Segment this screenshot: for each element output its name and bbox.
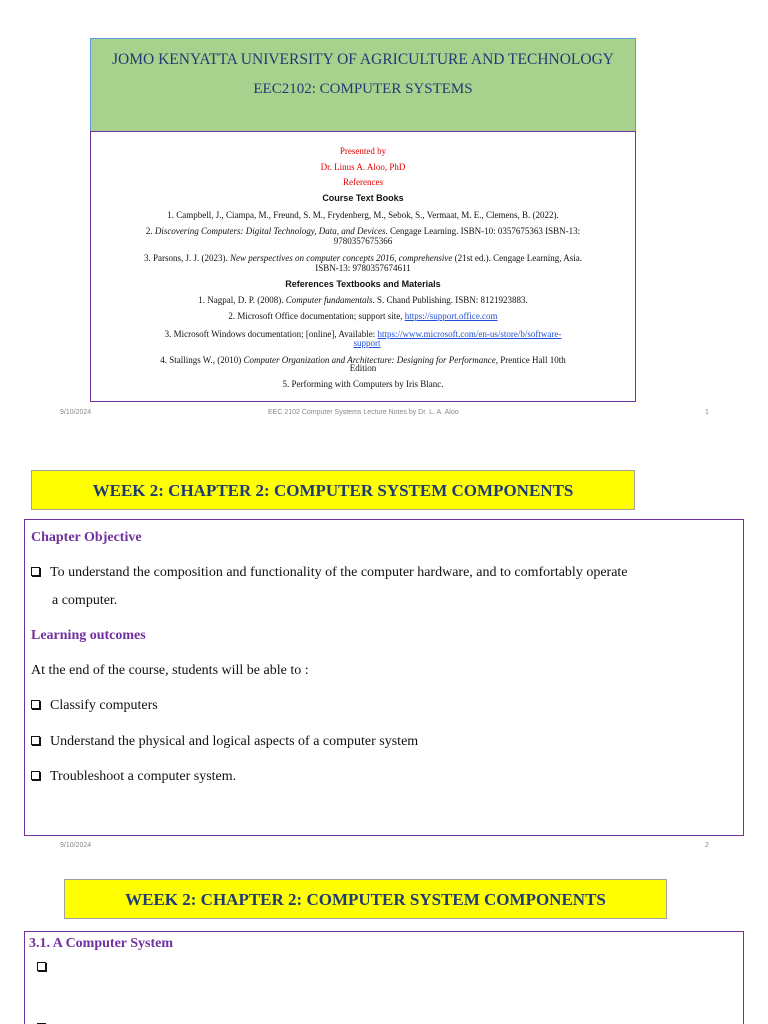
slide1-footer-title: EEC 2102 Computer Systems Lecture Notes by Dr. L. A. Aloo bbox=[268, 409, 459, 416]
title-header bbox=[90, 38, 636, 131]
slide1-footer-date: 9/10/2024 bbox=[60, 409, 92, 416]
reference-3-details: (21st ed.). Cengage Learning, Asia. bbox=[454, 253, 583, 263]
slide2-footer-page: 2 bbox=[705, 842, 709, 849]
material-1-details: . S. Chand Publishing. ISBN: 8121923883. bbox=[372, 295, 528, 305]
presented-by-label: Presented by bbox=[339, 146, 387, 156]
material-2 bbox=[91, 311, 635, 322]
windows-support-link-cont[interactable]: support bbox=[353, 338, 381, 348]
material-4-title: Computer Organization and Architecture: Designing for Performance bbox=[243, 355, 496, 365]
slide2-banner: WEEK 2: CHAPTER 2: COMPUTER SYSTEM COMPONENTS bbox=[31, 470, 635, 510]
slide2-footer-date: 9/10/2024 bbox=[60, 842, 92, 849]
outcome-item bbox=[31, 698, 737, 714]
material-1 bbox=[91, 295, 635, 306]
outcome-text: Classify computers bbox=[50, 698, 158, 713]
references-label: References bbox=[343, 177, 383, 187]
checkbox-bullet-icon bbox=[31, 736, 40, 745]
outcome-text: Understand the physical and logical aspects of a computer system bbox=[50, 734, 419, 749]
reference-3-isbn: ISBN-13: 9780357674611 bbox=[315, 263, 411, 273]
windows-support-link[interactable]: https://www.microsoft.com/en-us/store/b/software- bbox=[377, 329, 562, 339]
checkbox-bullet-icon bbox=[31, 567, 40, 576]
textbooks-materials-heading: References Textbooks and Materials bbox=[285, 279, 441, 289]
material-1-title: Computer fundamentals bbox=[285, 295, 373, 305]
slide3-banner: WEEK 2: CHAPTER 2: COMPUTER SYSTEM COMPONENTS bbox=[64, 879, 667, 919]
reference-2-details: . Cengage Learning. ISBN-10: 0357675363 ISBN-13: bbox=[385, 226, 581, 236]
slide3-content bbox=[24, 931, 744, 1024]
checkbox-bullet-icon bbox=[31, 771, 40, 780]
reference-2-title: Discovering Computers: Digital Technology, Data, and Devices bbox=[154, 226, 386, 236]
reference-3-author: 3. Parsons, J. J. (2023). bbox=[143, 253, 228, 263]
objective-line-2: a computer. bbox=[52, 593, 118, 608]
slide1-footer-page: 1 bbox=[705, 409, 709, 416]
outcome-item bbox=[31, 769, 737, 785]
university-name: JOMO KENYATTA UNIVERSITY OF AGRICULTURE AND TECHNOLOGY bbox=[112, 51, 614, 68]
reference-2-isbn: 9780357675366 bbox=[333, 236, 393, 246]
material-1-author: 1. Nagpal, D. P. (2008). bbox=[198, 295, 284, 305]
material-5: 5. Performing with Computers by Iris Blanc. bbox=[282, 379, 444, 389]
slide2-content bbox=[24, 519, 744, 836]
material-3-text: 3. Microsoft Windows documentation; [online], Available: bbox=[164, 329, 376, 339]
objective-line-1: To understand the composition and functionality of the computer hardware, and to comfortably operate bbox=[50, 565, 628, 580]
office-support-link[interactable]: https://support.office.com bbox=[404, 311, 498, 321]
empty-bullet bbox=[37, 960, 737, 976]
objective-item bbox=[31, 565, 737, 581]
reference-1: 1. Campbell, J., Ciampa, M., Freund, S. M., Frydenberg, M., Sebok, S., Vermaat, M. E., Clemens, B. (2022). bbox=[167, 210, 559, 220]
outcome-item bbox=[31, 734, 737, 750]
course-title: EEC2102: COMPUTER SYSTEMS bbox=[253, 81, 473, 97]
outcome-text: Troubleshoot a computer system. bbox=[50, 769, 237, 784]
reference-2-number: 2. bbox=[145, 226, 153, 236]
reference-3-title: New perspectives on computer concepts 2016, comprehensive bbox=[229, 253, 453, 263]
section-heading: 3.1. A Computer System bbox=[29, 936, 174, 951]
outcomes-intro: At the end of the course, students will be able to : bbox=[31, 663, 309, 678]
objective-heading: Chapter Objective bbox=[31, 530, 142, 545]
material-3-link-cont bbox=[91, 338, 635, 349]
checkbox-bullet-icon bbox=[37, 962, 46, 971]
material-4-author: 4. Stallings W., (2010) bbox=[160, 355, 242, 365]
references-panel bbox=[90, 131, 636, 402]
material-2-text: 2. Microsoft Office documentation; support site, bbox=[228, 311, 403, 321]
outcomes-heading: Learning outcomes bbox=[31, 628, 146, 643]
presenter-name: Dr. Linus A. Aloo, PhD bbox=[320, 162, 406, 172]
material-4-details: , Prentice Hall 10th bbox=[495, 355, 566, 365]
material-4-edition: Edition bbox=[349, 363, 377, 373]
course-text-books-heading: Course Text Books bbox=[322, 193, 404, 203]
checkbox-bullet-icon bbox=[31, 700, 40, 709]
